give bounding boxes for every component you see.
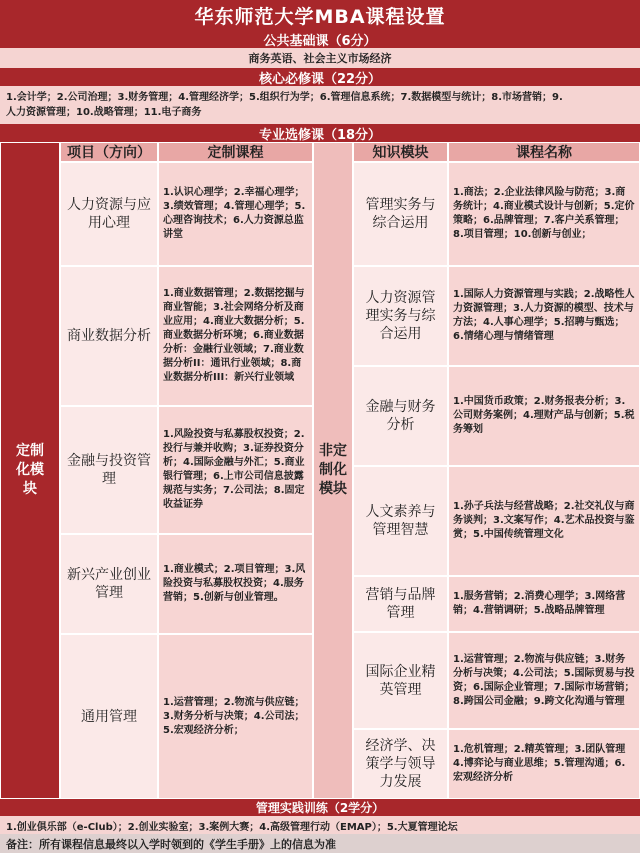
page-title: 华东师范大学MBA课程设置 bbox=[0, 0, 640, 30]
left-row-module: 商业数据分析 bbox=[60, 266, 158, 406]
left-row-module: 通用管理 bbox=[60, 634, 158, 799]
left-row-courses: 1.认识心理学；2.幸福心理学；3.绩效管理；4.管理心理学；5.心理咨询技术；6.人力资源总监讲堂 bbox=[158, 162, 313, 266]
noncustom-module-label bbox=[313, 142, 353, 799]
right-header-module: 知识模块 bbox=[353, 142, 448, 162]
left-row-courses: 1.风险投资与私募股权投资；2.投行与兼并收购；3.证券投资分析；4.国际金融与外汇；5.商业银行管理；6.上市公司信息披露规范与实务；7.公司法；8.固定收益证券 bbox=[158, 406, 313, 534]
practice-content: 1.创业俱乐部（e-Club）；2.创业实验室；3.案例大赛；4.高级管理行动（EMAP）；5.大夏管理论坛 bbox=[0, 816, 640, 834]
noncustom-module-text: 非定制化模块 bbox=[319, 443, 347, 497]
custom-module-text: 定制化模块 bbox=[16, 443, 44, 497]
custom-module-label bbox=[0, 142, 60, 799]
right-row-courses: 1.运营管理；2.物流与供应链；3.财务分析与决策；4.公司法；5.国际贸易与投资；6.国际企业管理；7.国际市场营销；8.跨国公司金融；9.跨文化沟通与管理 bbox=[448, 632, 640, 729]
right-row-module: 国际企业精英管理 bbox=[353, 632, 448, 729]
elective-heading: 专业选修课（18分） bbox=[0, 124, 640, 142]
public-heading: 公共基础课（6分） bbox=[0, 30, 640, 48]
right-row-module: 管理实务与综合运用 bbox=[353, 162, 448, 266]
left-row-module: 新兴产业创业管理 bbox=[60, 534, 158, 634]
right-header-courses: 课程名称 bbox=[448, 142, 640, 162]
right-row-courses: 1.危机管理；2.精英管理；3.团队管理4.博弈论与商业思维；5.管理沟通；6.宏观经济分析 bbox=[448, 729, 640, 799]
right-row-courses: 1.国际人力资源管理与实践；2.战略性人力资源管理；3.人力资源的模型、技术与方法；4.人事心理学；5.招聘与甄选；6.情绪心理与情绪管理 bbox=[448, 266, 640, 366]
right-row-courses: 1.商法；2.企业法律风险与防范；3.商务统计；4.商业模式设计与创新；5.定价策略；6.品牌管理；7.客户关系管理；8.项目管理；10.创新与创业； bbox=[448, 162, 640, 266]
right-row-module: 人文素养与管理智慧 bbox=[353, 466, 448, 576]
right-row-module: 营销与品牌管理 bbox=[353, 576, 448, 632]
right-row-module: 人力资源管理实务与综合运用 bbox=[353, 266, 448, 366]
core-heading: 核心必修课（22分） bbox=[0, 68, 640, 86]
right-row-courses: 1.孙子兵法与经营战略；2.社交礼仪与商务谈判；3.文案写作；4.艺术品投资与鉴赏；5.中国传统管理文化 bbox=[448, 466, 640, 576]
left-row-courses: 1.运营管理；2.物流与供应链；3.财务分析与决策；4.公司法；5.宏观经济分析； bbox=[158, 634, 313, 799]
right-row-module: 经济学、决策学与领导力发展 bbox=[353, 729, 448, 799]
public-content: 商务英语、社会主义市场经济 bbox=[0, 48, 640, 68]
left-row-courses: 1.商业模式；2.项目管理；3.风险投资与私募股权投资；4.服务营销；5.创新与创业管理。 bbox=[158, 534, 313, 634]
note: 备注：所有课程信息最终以入学时领到的《学生手册》上的信息为准 bbox=[0, 834, 640, 853]
left-row-courses: 1.商业数据管理；2.数据挖掘与商业智能；3.社会网络分析及商业应用；4.商业大数据分析；5.商业数据分析环境；6.商业数据分析：金融行业领域；7.商业数据分析II：通讯行业领域；8.商业数据分析III：新兴行业领域 bbox=[158, 266, 313, 406]
core-content bbox=[0, 86, 640, 124]
right-row-courses: 1.服务营销；2.消费心理学；3.网络营销；4.营销调研；5.战略品牌管理 bbox=[448, 576, 640, 632]
core-line-2: 人力资源管理；10.战略管理；11.电子商务 bbox=[6, 107, 202, 118]
left-row-module: 人力资源与应用心理 bbox=[60, 162, 158, 266]
core-line-1: 1.会计学；2.公司治理；3.财务管理；4.管理经济学；5.组织行为学；6.管理信息系统；7.数据模型与统计；8.市场营销；9. bbox=[6, 92, 563, 103]
right-row-courses: 1.中国货币政策；2.财务报表分析；3.公司财务案例；4.理财产品与创新；5.税务筹划 bbox=[448, 366, 640, 466]
practice-heading: 管理实践训练（2学分） bbox=[0, 799, 640, 816]
left-header-courses: 定制课程 bbox=[158, 142, 313, 162]
left-header-module: 项目（方向） bbox=[60, 142, 158, 162]
elective-table bbox=[0, 142, 640, 799]
right-row-module: 金融与财务分析 bbox=[353, 366, 448, 466]
left-row-module: 金融与投资管理 bbox=[60, 406, 158, 534]
